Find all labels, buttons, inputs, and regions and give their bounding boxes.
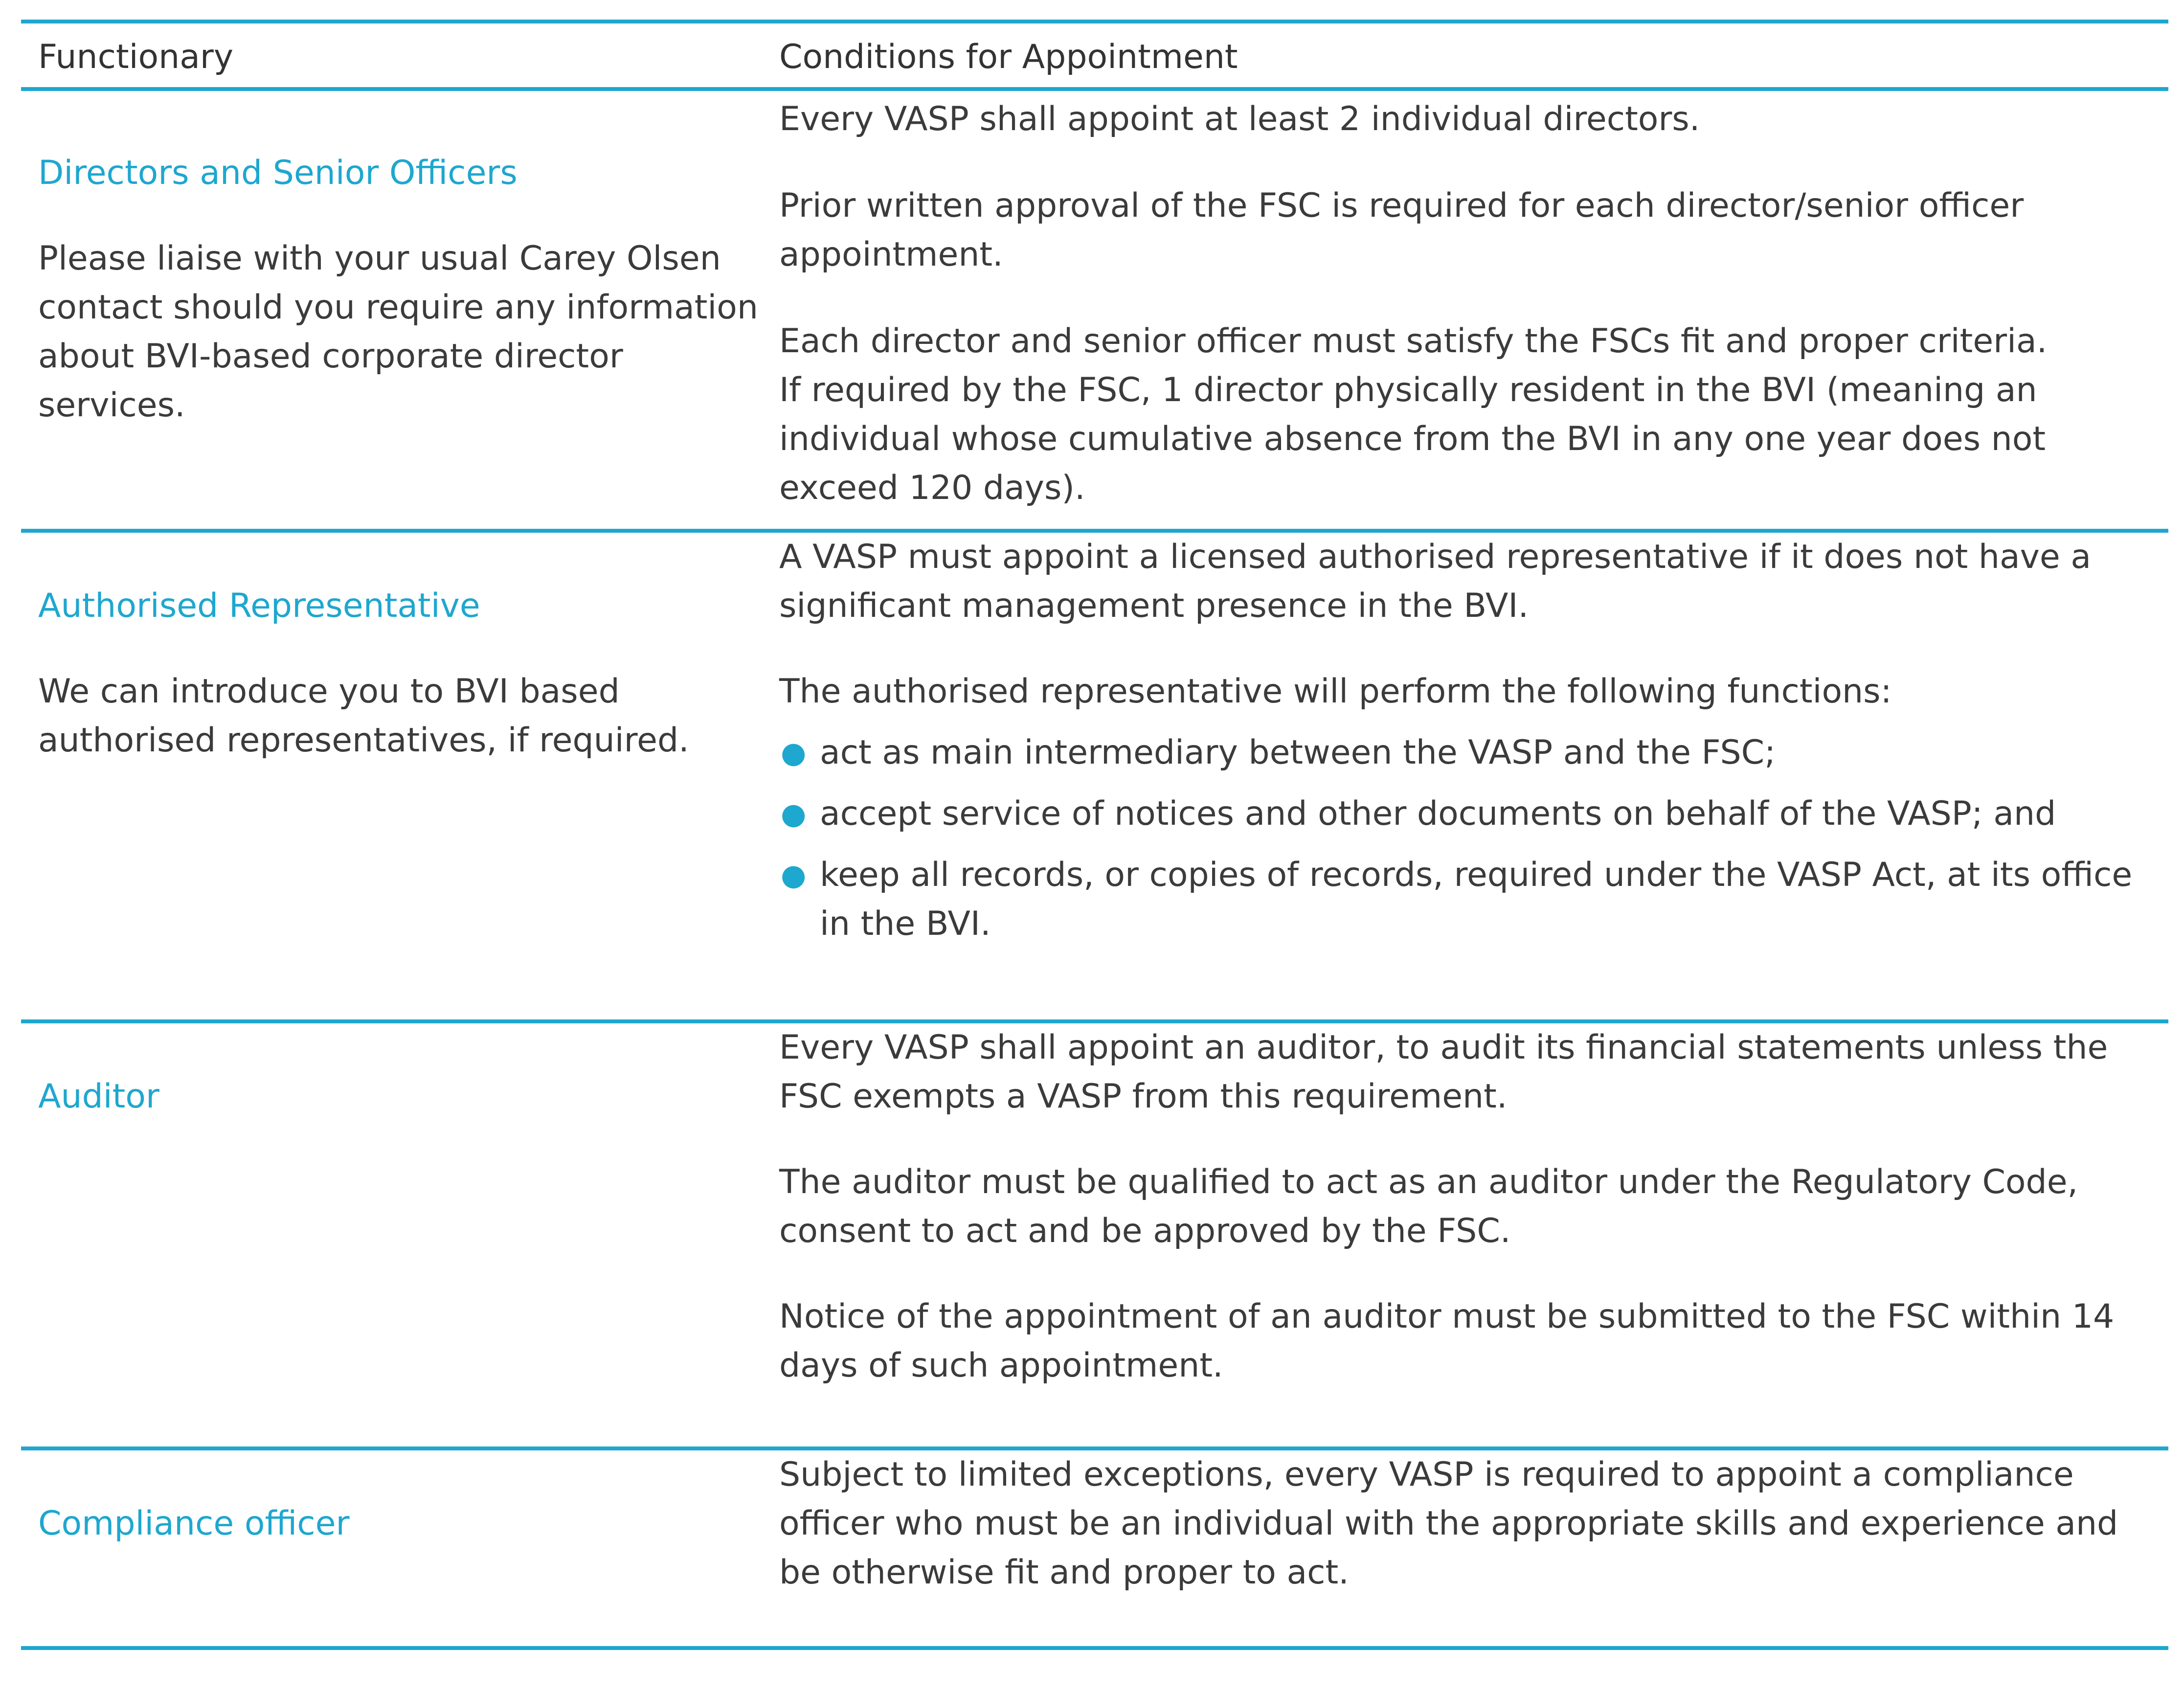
condition-paragraph: The authorised representative will perform the following functions: — [779, 672, 1892, 711]
functionary-title: Authorised Representative — [38, 587, 480, 625]
bullet-icon: ● — [781, 858, 807, 892]
functionary-title: Directors and Senior Officers — [38, 154, 518, 192]
condition-paragraph: Subject to limited exceptions, every VASP is required to appoint a compliance officer who must be an individual with the appropriate skills and experience and be otherwise fit and proper to act. — [779, 1455, 2118, 1592]
functionary-title: Compliance officer — [38, 1504, 350, 1543]
condition-paragraph: If required by the FSC, 1 director physically resident in the BVI (meaning an individual whose cumulative absence from the BVI in any one year does not exceed 120 days). — [779, 371, 2046, 507]
functionary-title: Auditor — [38, 1077, 159, 1116]
list-item-text: keep all records, or copies of records, required under the VASP Act, at its office in the BVI. — [820, 856, 2133, 943]
row-rule — [21, 1019, 2168, 1023]
table-row-authorised-representative — [21, 533, 2168, 1019]
conditions-cell — [779, 1450, 2168, 1646]
functionary-note: Please liaise with your usual Carey Olsen contact should you require any information about BVI-based corporate director services. — [38, 239, 758, 425]
header-rule — [21, 87, 2168, 91]
table-bottom-rule — [21, 1646, 2168, 1650]
list-item-text: act as main intermediary between the VASP and the FSC; — [820, 733, 1776, 772]
header-conditions: Conditions for Appointment — [779, 38, 1238, 76]
functionary-cell — [21, 1023, 779, 1446]
condition-paragraph: The auditor must be qualified to act as an auditor under the Regulatory Code, consent to act and be approved by the FSC. — [779, 1163, 2078, 1250]
table-row-directors — [21, 91, 2168, 529]
row-rule — [21, 529, 2168, 533]
header-functionary: Functionary — [38, 38, 234, 76]
functionary-note: We can introduce you to BVI based authorised representatives, if required. — [38, 672, 689, 760]
table-top-rule — [21, 20, 2168, 23]
bullet-icon: ● — [781, 797, 807, 831]
list-item — [779, 790, 2150, 838]
functionary-cell — [21, 1450, 779, 1646]
bullet-icon: ● — [781, 736, 807, 770]
list-item — [779, 728, 2150, 777]
conditions-cell — [779, 1023, 2168, 1446]
list-item-text: accept service of notices and other documents on behalf of the VASP; and — [820, 794, 2056, 833]
condition-paragraph: Every VASP shall appoint at least 2 individual directors. — [779, 100, 1700, 138]
table-row-auditor — [21, 1023, 2168, 1446]
list-item — [779, 851, 2150, 949]
functionary-table — [21, 20, 2168, 1650]
condition-paragraph: Every VASP shall appoint an auditor, to audit its financial statements unless the FSC exempts a VASP from this requirement. — [779, 1028, 2108, 1116]
condition-paragraph: Each director and senior officer must satisfy the FSCs fit and proper criteria. — [779, 322, 2048, 361]
condition-paragraph: A VASP must appoint a licensed authorised representative if it does not have a significant management presence in the BVI. — [779, 538, 2092, 625]
row-rule — [21, 1446, 2168, 1450]
functionary-cell — [21, 533, 779, 1019]
table-header-row — [21, 23, 2168, 87]
functions-list — [779, 728, 2168, 949]
condition-paragraph: Prior written approval of the FSC is required for each director/senior officer appointment. — [779, 186, 2024, 274]
conditions-cell — [779, 91, 2168, 529]
functionary-cell — [21, 91, 779, 529]
table-row-compliance-officer — [21, 1450, 2168, 1646]
condition-paragraph: Notice of the appointment of an auditor must be submitted to the FSC within 14 days of such appointment. — [779, 1297, 2115, 1385]
conditions-cell — [779, 533, 2168, 1019]
